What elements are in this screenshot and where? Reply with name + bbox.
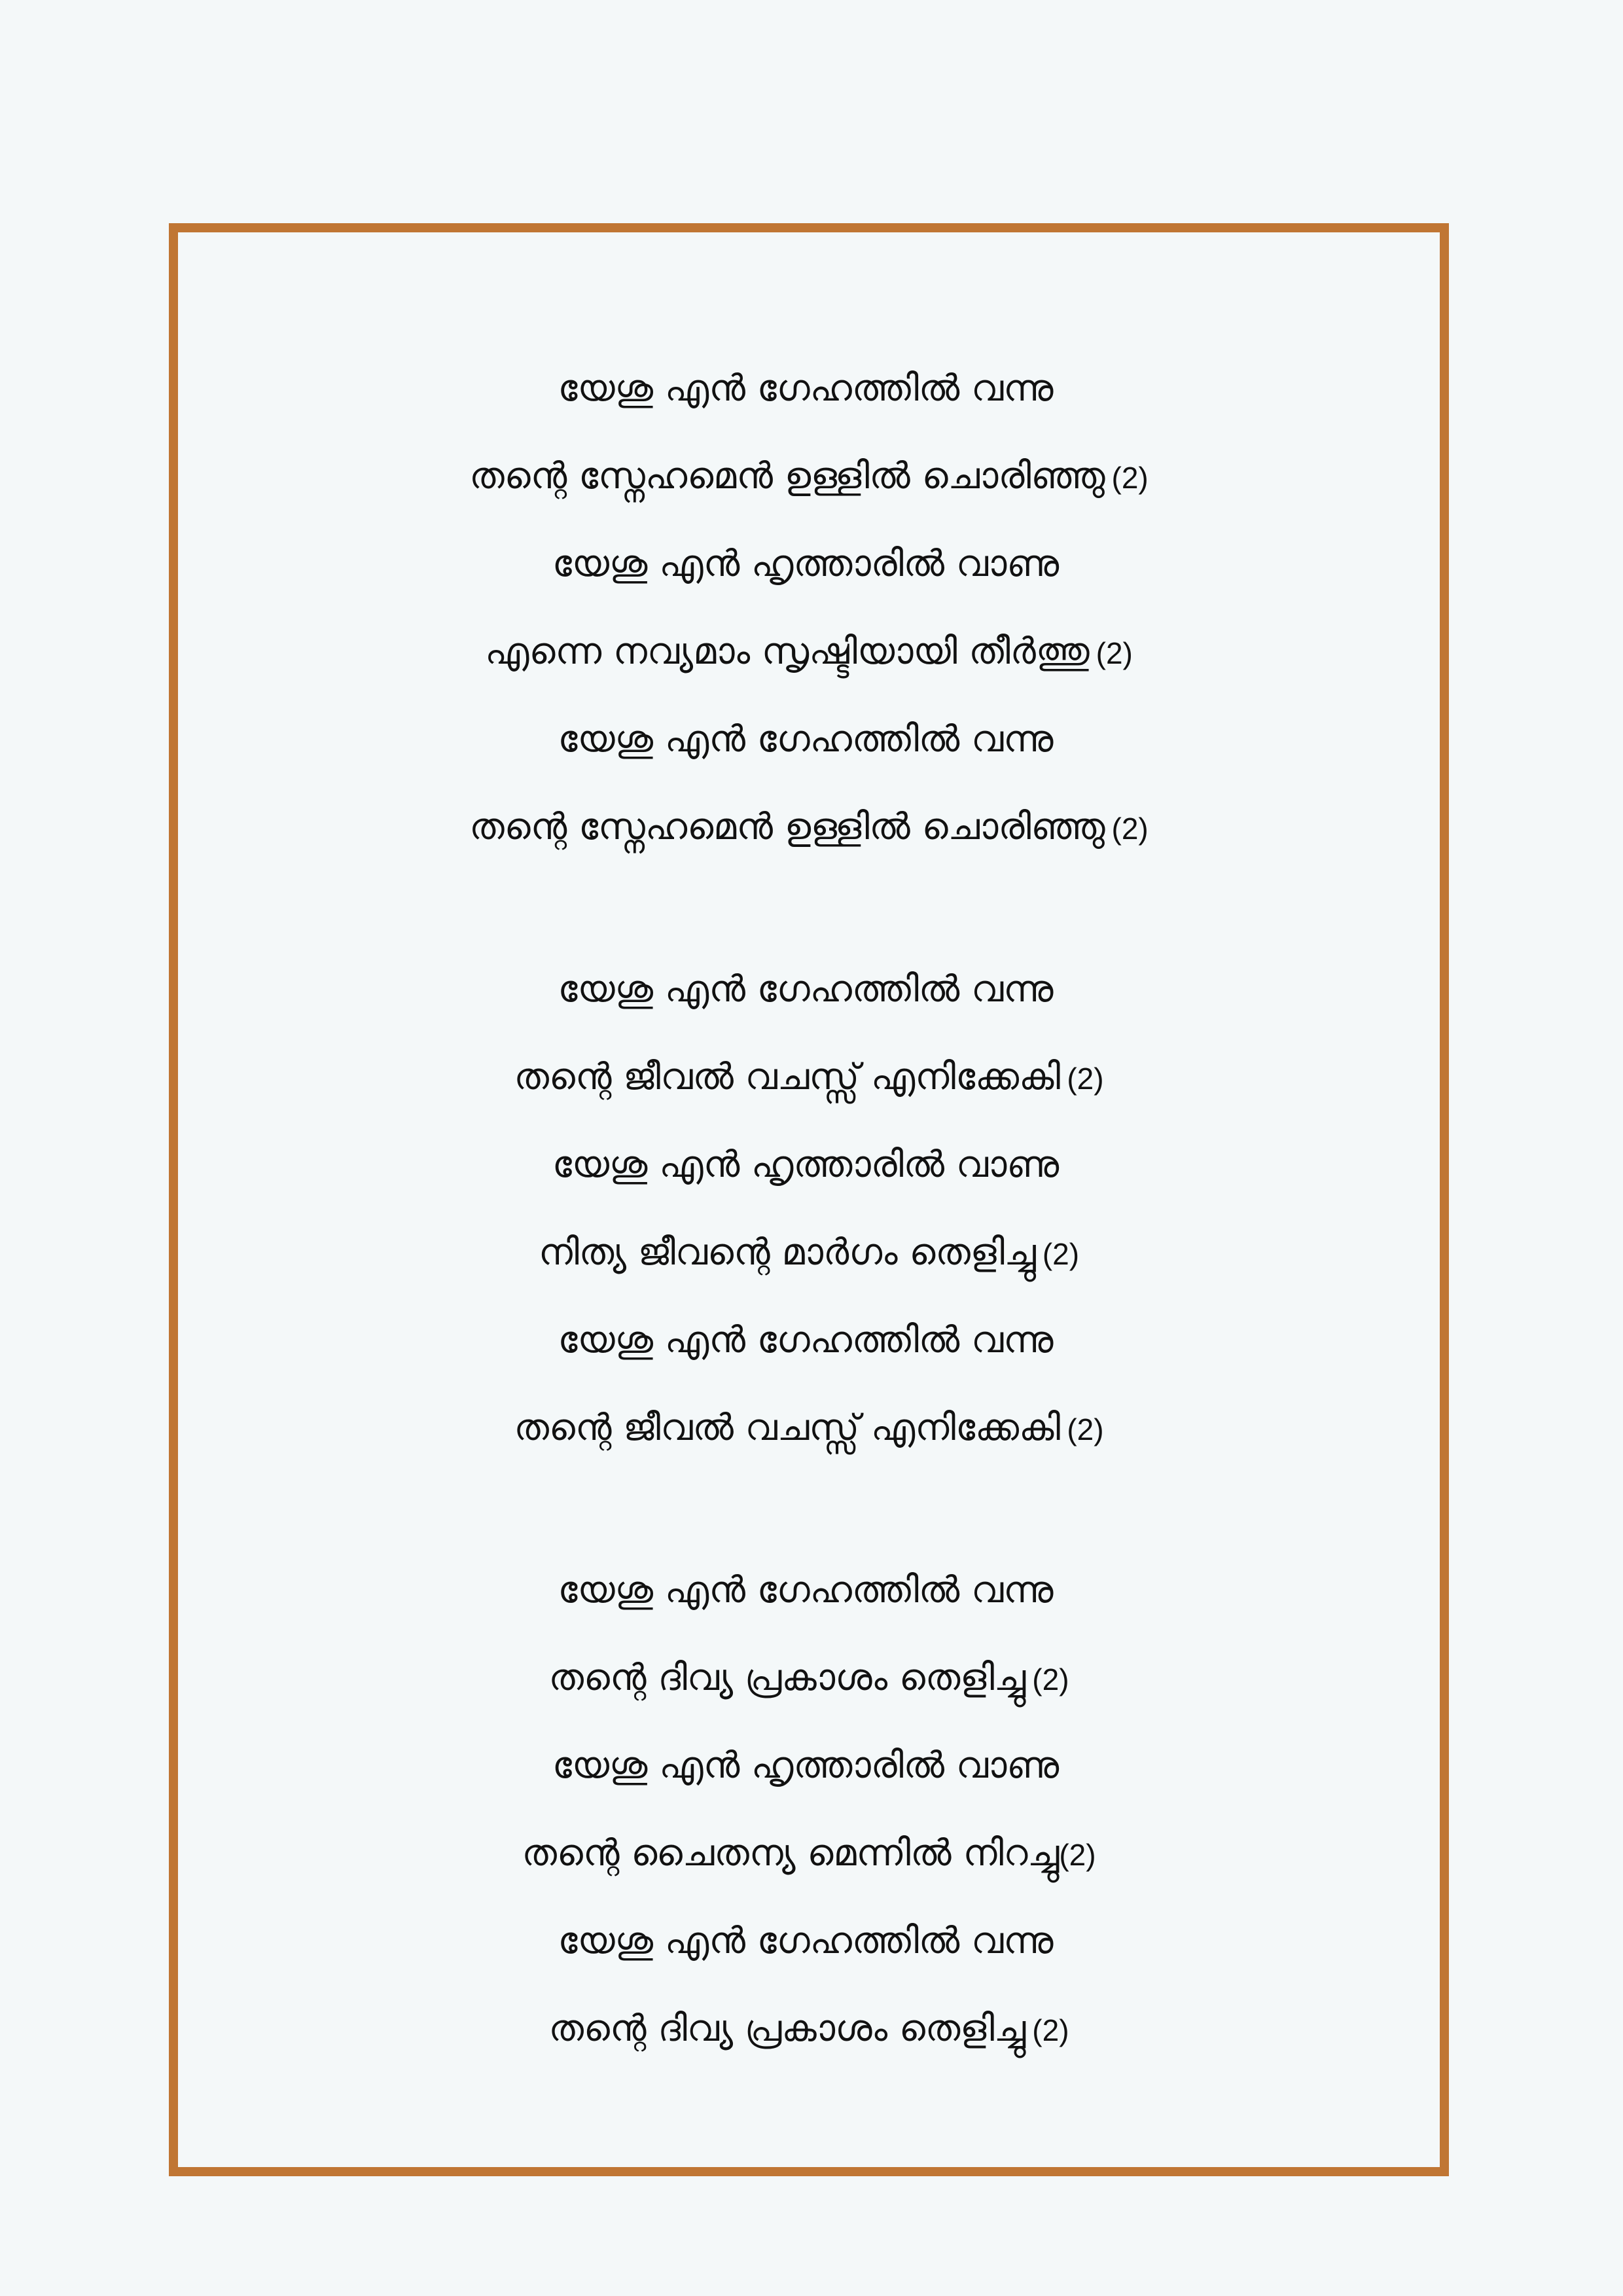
repeat-marker: (2) — [1096, 636, 1133, 670]
repeat-marker: (2) — [1032, 1662, 1069, 1696]
lyric-text: തന്റെ സ്നേഹമെൻ ഉള്ളിൽ ചൊരിഞ്ഞു — [469, 806, 1105, 848]
lyric-text: യേശു എൻ ഗേഹത്തിൽ വന്നു — [558, 1569, 1054, 1611]
lyric-line — [169, 1122, 1449, 1210]
lyric-line — [169, 433, 1449, 521]
lyric-text: യേശു എൻ ഗേഹത്തിൽ വന്നു — [558, 718, 1054, 761]
lyric-line — [169, 946, 1449, 1034]
lyric-line — [169, 609, 1449, 696]
repeat-marker: (2) — [1111, 812, 1149, 846]
lyric-line — [169, 1385, 1449, 1473]
lyric-line — [169, 696, 1449, 784]
stanza-2 — [169, 946, 1449, 1473]
lyric-line — [169, 1635, 1449, 1723]
lyric-line — [169, 1898, 1449, 1986]
lyric-line — [169, 784, 1449, 872]
lyric-text: തന്റെ ദിവ്യ പ്രകാശം തെളിച്ചു — [548, 1657, 1026, 1699]
stanza-3 — [169, 1547, 1449, 2073]
lyric-line — [169, 1210, 1449, 1297]
lyric-text: യേശു എൻ ഗേഹത്തിൽ വന്നു — [558, 968, 1054, 1011]
lyric-text: യേശു എൻ ഹൃത്താരിൽ വാണു — [552, 543, 1060, 585]
repeat-marker: (2) — [1042, 1237, 1080, 1271]
lyric-line — [169, 1297, 1449, 1385]
lyric-text: യേശു എൻ ഗേഹത്തിൽ വന്നു — [558, 1319, 1054, 1361]
lyric-text: നിത്യ ജീവന്റെ മാർഗം തെളിച്ചു — [538, 1231, 1036, 1274]
repeat-marker: (2) — [1067, 1412, 1104, 1446]
lyric-text: യേശു എൻ ഹൃത്താരിൽ വാണു — [552, 1744, 1060, 1787]
lyric-line — [169, 521, 1449, 609]
lyric-text: തന്റെ ദിവ്യ പ്രകാശം തെളിച്ചു — [548, 2007, 1026, 2050]
lyric-line — [169, 346, 1449, 433]
repeat-marker: (2) — [1059, 1838, 1096, 1872]
repeat-marker: (2) — [1032, 2013, 1069, 2047]
lyric-text: തന്റെ ജീവൽ വചസ്സ് എനിക്കേകി — [514, 1407, 1061, 1449]
lyric-line — [169, 1986, 1449, 2073]
lyric-text: യേശു എൻ ഗേഹത്തിൽ വന്നു — [558, 367, 1054, 410]
lyric-text: എന്നെ നവ്യമാം സൃഷ്ടിയായി തീർത്തു — [485, 630, 1090, 673]
lyric-text: തന്റെ ചൈതന്യ മെന്നിൽ നിറച്ചു — [522, 1832, 1060, 1874]
stanza-1 — [169, 346, 1449, 872]
lyric-line — [169, 1547, 1449, 1635]
lyrics-body — [169, 346, 1449, 2148]
lyric-line — [169, 1034, 1449, 1122]
repeat-marker: (2) — [1111, 461, 1149, 495]
repeat-marker: (2) — [1067, 1062, 1104, 1096]
lyric-line — [169, 1810, 1449, 1898]
lyric-line — [169, 1723, 1449, 1810]
lyric-text: യേശു എൻ ഹൃത്താരിൽ വാണു — [552, 1143, 1060, 1186]
lyric-text: യേശു എൻ ഗേഹത്തിൽ വന്നു — [558, 1920, 1054, 1962]
lyric-text: തന്റെ ജീവൽ വചസ്സ് എനിക്കേകി — [514, 1056, 1061, 1098]
lyric-text: തന്റെ സ്നേഹമെൻ ഉള്ളിൽ ചൊരിഞ്ഞു — [469, 455, 1105, 497]
